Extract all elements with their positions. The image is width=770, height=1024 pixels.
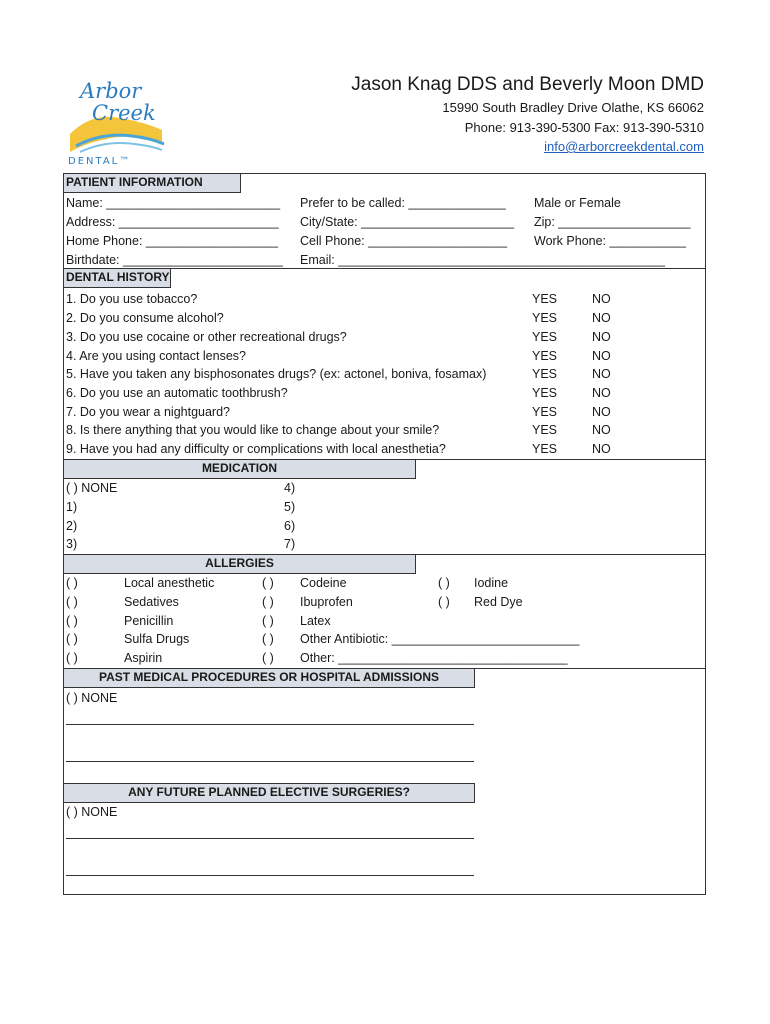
allergy-checkbox[interactable]: ( ) xyxy=(66,651,78,665)
allergy-checkbox[interactable]: ( ) xyxy=(66,576,78,590)
practice-address: 15990 South Bradley Drive Olathe, KS 66062 xyxy=(442,100,704,115)
patient-form xyxy=(63,173,706,895)
yes-option[interactable]: YES xyxy=(532,330,558,344)
medication-none-option[interactable]: ( ) NONE xyxy=(66,481,118,495)
medication-heading: MEDICATION xyxy=(63,459,416,479)
allergy-label: Penicillin xyxy=(124,614,174,628)
dental-history-heading: DENTAL HISTORY xyxy=(63,268,171,288)
medication-line[interactable]: 6) xyxy=(284,519,296,533)
svg-text:Creek: Creek xyxy=(92,101,156,125)
dental-question: 4. Are you using contact lenses? xyxy=(66,349,246,363)
allergy-other-antibiotic-field[interactable]: Other Antibiotic: ___________________________ xyxy=(300,632,580,646)
allergy-label: Sulfa Drugs xyxy=(124,632,190,646)
practice-title: Jason Knag DDS and Beverly Moon DMD xyxy=(351,74,704,95)
yes-option[interactable]: YES xyxy=(532,423,558,437)
yes-option[interactable]: YES xyxy=(532,386,558,400)
dental-question: 7. Do you wear a nightguard? xyxy=(66,405,230,419)
medication-line[interactable]: 2) xyxy=(66,519,78,533)
medication-line[interactable]: 1) xyxy=(66,500,78,514)
practice-phone-fax: Phone: 913-390-5300 Fax: 913-390-5310 xyxy=(464,120,704,135)
yes-option[interactable]: YES xyxy=(532,292,558,306)
home-phone-field[interactable]: Home Phone: ___________________ xyxy=(66,234,278,248)
allergy-checkbox[interactable]: ( ) xyxy=(262,614,274,628)
allergy-checkbox[interactable]: ( ) xyxy=(262,632,274,646)
allergy-label: Red Dye xyxy=(474,595,523,609)
allergy-checkbox[interactable]: ( ) xyxy=(438,576,450,590)
allergy-checkbox[interactable]: ( ) xyxy=(438,595,450,609)
allergy-checkbox[interactable]: ( ) xyxy=(66,614,78,628)
allergy-checkbox[interactable]: ( ) xyxy=(262,576,274,590)
allergy-checkbox[interactable]: ( ) xyxy=(66,595,78,609)
yes-option[interactable]: YES xyxy=(532,311,558,325)
allergy-checkbox[interactable]: ( ) xyxy=(262,595,274,609)
future-surgeries-none-option[interactable]: ( ) NONE xyxy=(66,805,118,819)
cell-phone-field[interactable]: Cell Phone: ____________________ xyxy=(300,234,508,248)
svg-text:DENTAL™: DENTAL™ xyxy=(68,156,132,167)
zip-field[interactable]: Zip: ___________________ xyxy=(534,215,691,229)
future-surgeries-heading: ANY FUTURE PLANNED ELECTIVE SURGERIES? xyxy=(63,783,475,803)
allergy-checkbox[interactable]: ( ) xyxy=(262,651,274,665)
patient-information-heading: PATIENT INFORMATION xyxy=(63,173,241,193)
no-option[interactable]: NO xyxy=(592,367,611,381)
dental-question: 5. Have you taken any bisphosonates drugs? (ex: actonel, boniva, fosamax) xyxy=(66,367,487,381)
dental-question: 8. Is there anything that you would like to change about your smile? xyxy=(66,423,440,437)
no-option[interactable]: NO xyxy=(592,292,611,306)
yes-option[interactable]: YES xyxy=(532,349,558,363)
no-option[interactable]: NO xyxy=(592,423,611,437)
no-option[interactable]: NO xyxy=(592,311,611,325)
no-option[interactable]: NO xyxy=(592,386,611,400)
future-surgeries-line[interactable] xyxy=(66,838,474,839)
no-option[interactable]: NO xyxy=(592,405,611,419)
svg-text:Arbor: Arbor xyxy=(80,79,142,103)
dental-question: 3. Do you use cocaine or other recreational drugs? xyxy=(66,330,347,344)
allergy-label: Local anesthetic xyxy=(124,576,215,590)
medication-line[interactable]: 4) xyxy=(284,481,296,495)
no-option[interactable]: NO xyxy=(592,442,611,456)
dental-question: 6. Do you use an automatic toothbrush? xyxy=(66,386,288,400)
dental-question: 2. Do you consume alcohol? xyxy=(66,311,224,325)
dental-question: 9. Have you had any difficulty or complications with local anesthetia? xyxy=(66,442,446,456)
allergy-label: Iodine xyxy=(474,576,509,590)
city-state-field[interactable]: City/State: ______________________ xyxy=(300,215,515,229)
allergy-label: Aspirin xyxy=(124,651,163,665)
birthdate-field[interactable]: Birthdate: _______________________ xyxy=(66,253,283,267)
medication-line[interactable]: 5) xyxy=(284,500,296,514)
allergy-label: Ibuprofen xyxy=(300,595,353,609)
address-field[interactable]: Address: _______________________ xyxy=(66,215,279,229)
medication-line[interactable]: 7) xyxy=(284,537,296,551)
medication-line[interactable]: 3) xyxy=(66,537,78,551)
prefer-name-field[interactable]: Prefer to be called: ______________ xyxy=(300,196,506,210)
yes-option[interactable]: YES xyxy=(532,367,558,381)
allergy-other-field[interactable]: Other: _________________________________ xyxy=(300,651,568,665)
past-procedures-line[interactable] xyxy=(66,761,474,762)
allergy-label: Codeine xyxy=(300,576,347,590)
gender-field[interactable]: Male or Female xyxy=(534,196,621,210)
no-option[interactable]: NO xyxy=(592,330,611,344)
allergy-checkbox[interactable]: ( ) xyxy=(66,632,78,646)
allergies-heading: ALLERGIES xyxy=(63,554,416,574)
past-procedures-none-option[interactable]: ( ) NONE xyxy=(66,691,118,705)
dental-question: 1. Do you use tobacco? xyxy=(66,292,198,306)
no-option[interactable]: NO xyxy=(592,349,611,363)
work-phone-field[interactable]: Work Phone: ___________ xyxy=(534,234,686,248)
yes-option[interactable]: YES xyxy=(532,442,558,456)
allergy-label: Latex xyxy=(300,614,331,628)
past-procedures-heading: PAST MEDICAL PROCEDURES OR HOSPITAL ADMISSIONS xyxy=(63,668,475,688)
future-surgeries-line[interactable] xyxy=(66,875,474,876)
practice-email-link[interactable]: info@arborcreekdental.com xyxy=(544,139,704,154)
past-procedures-line[interactable] xyxy=(66,724,474,725)
allergy-label: Sedatives xyxy=(124,595,179,609)
yes-option[interactable]: YES xyxy=(532,405,558,419)
email-field[interactable]: Email: _______________________________________________ xyxy=(300,253,665,267)
name-field[interactable]: Name: _________________________ xyxy=(66,196,281,210)
arbor-creek-dental-logo xyxy=(62,72,172,168)
